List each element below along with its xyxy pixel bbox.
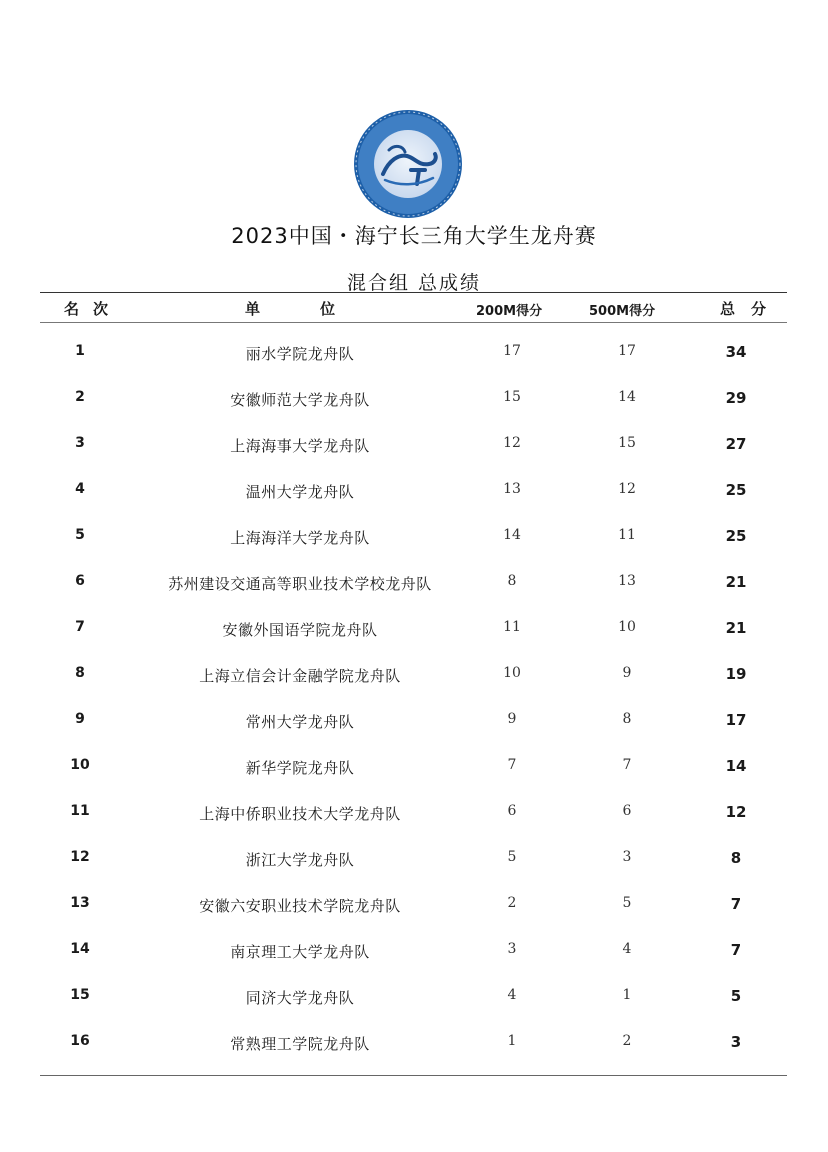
table-row: [40, 377, 787, 423]
score-200m-cell: 1: [507, 1033, 517, 1049]
unit-cell: 丽水学院龙舟队: [245, 345, 355, 363]
table-row: [40, 1021, 787, 1067]
total-cell: 29: [725, 389, 747, 407]
score-200m-cell: 15: [503, 389, 521, 405]
rank-cell: 10: [70, 757, 90, 773]
score-500m-cell: 5: [622, 895, 632, 911]
unit-cell: 安徽外国语学院龙舟队: [222, 621, 378, 639]
total-cell: 34: [725, 343, 747, 361]
table-row: [40, 975, 787, 1021]
score-200m-cell: 10: [503, 665, 521, 681]
table-row: [40, 837, 787, 883]
total-cell: 21: [725, 573, 747, 591]
score-200m-cell: 3: [507, 941, 517, 957]
unit-cell: 新华学院龙舟队: [245, 759, 355, 777]
total-cell: 27: [725, 435, 747, 453]
unit-cell: 苏州建设交通高等职业技术学校龙舟队: [168, 575, 432, 593]
total-cell: 12: [725, 803, 747, 821]
unit-cell: 南京理工大学龙舟队: [230, 943, 370, 961]
group-subtitle: 混合组 总成绩: [346, 272, 482, 294]
unit-cell: 常熟理工学院龙舟队: [230, 1035, 370, 1053]
rank-cell: 1: [75, 343, 85, 359]
score-200m-cell: 5: [507, 849, 517, 865]
score-200m-cell: 4: [507, 987, 517, 1003]
rank-cell: 8: [75, 665, 85, 681]
table-row: [40, 929, 787, 975]
unit-cell: 上海海洋大学龙舟队: [230, 529, 370, 547]
score-500m-cell: 14: [618, 389, 636, 405]
column-header-500m: 500M得分: [589, 304, 656, 319]
table-row: [40, 561, 787, 607]
score-500m-cell: 1: [622, 987, 632, 1003]
unit-cell: 同济大学龙舟队: [245, 989, 355, 1007]
rank-cell: 14: [70, 941, 90, 957]
score-200m-cell: 12: [503, 435, 521, 451]
column-header-rank: 名次: [64, 300, 123, 318]
results-table: [40, 292, 787, 1076]
column-header-unit: 单位: [245, 300, 396, 318]
table-row: [40, 791, 787, 837]
score-500m-cell: 9: [622, 665, 632, 681]
unit-cell: 上海中侨职业技术大学龙舟队: [199, 805, 401, 823]
score-200m-cell: 14: [503, 527, 521, 543]
rank-cell: 15: [70, 987, 90, 1003]
rank-cell: 2: [75, 389, 85, 405]
rank-cell: 11: [70, 803, 90, 819]
total-cell: 21: [725, 619, 747, 637]
score-200m-cell: 11: [503, 619, 521, 635]
total-cell: 3: [730, 1033, 742, 1051]
rank-cell: 13: [70, 895, 90, 911]
rank-cell: 4: [75, 481, 85, 497]
total-cell: 7: [730, 941, 742, 959]
rank-cell: 5: [75, 527, 85, 543]
score-500m-cell: 10: [618, 619, 636, 635]
score-500m-cell: 8: [622, 711, 632, 727]
rank-cell: 6: [75, 573, 85, 589]
score-500m-cell: 6: [622, 803, 632, 819]
dragon-boat-logo-icon: [349, 108, 467, 220]
score-500m-cell: 15: [618, 435, 636, 451]
table-row: [40, 699, 787, 745]
event-title: 2023中国・海宁长三角大学生龙舟赛: [231, 224, 597, 248]
dragon-boat-logo: [349, 108, 467, 220]
score-200m-cell: 17: [503, 343, 521, 359]
table-row: [40, 423, 787, 469]
unit-cell: 上海海事大学龙舟队: [230, 437, 370, 455]
total-cell: 14: [725, 757, 747, 775]
rank-cell: 3: [75, 435, 85, 451]
total-cell: 17: [725, 711, 747, 729]
total-cell: 19: [725, 665, 747, 683]
score-500m-cell: 2: [622, 1033, 632, 1049]
table-row: [40, 607, 787, 653]
score-500m-cell: 3: [622, 849, 632, 865]
unit-cell: 上海立信会计金融学院龙舟队: [199, 667, 401, 685]
score-200m-cell: 9: [507, 711, 517, 727]
score-200m-cell: 2: [507, 895, 517, 911]
total-cell: 7: [730, 895, 742, 913]
table-row: [40, 653, 787, 699]
score-500m-cell: 12: [618, 481, 636, 497]
column-header-200m: 200M得分: [476, 304, 543, 319]
column-header-total: 总分: [720, 300, 783, 318]
rank-cell: 9: [75, 711, 85, 727]
table-row: [40, 515, 787, 561]
table-row: [40, 883, 787, 929]
score-500m-cell: 17: [618, 343, 636, 359]
table-row: [40, 745, 787, 791]
table-header: [40, 293, 787, 323]
rank-cell: 16: [70, 1033, 90, 1049]
total-cell: 5: [730, 987, 742, 1005]
score-500m-cell: 4: [622, 941, 632, 957]
score-200m-cell: 6: [507, 803, 517, 819]
rank-cell: 12: [70, 849, 90, 865]
total-cell: 8: [730, 849, 742, 867]
table-row: [40, 331, 787, 377]
table-row: [40, 469, 787, 515]
unit-cell: 常州大学龙舟队: [245, 713, 355, 731]
score-500m-cell: 11: [618, 527, 636, 543]
rank-cell: 7: [75, 619, 85, 635]
total-cell: 25: [725, 481, 747, 499]
unit-cell: 安徽师范大学龙舟队: [230, 391, 370, 409]
table-body: [40, 323, 787, 1075]
score-500m-cell: 13: [618, 573, 636, 589]
score-200m-cell: 8: [507, 573, 517, 589]
unit-cell: 安徽六安职业技术学院龙舟队: [199, 897, 401, 915]
unit-cell: 温州大学龙舟队: [245, 483, 355, 501]
unit-cell: 浙江大学龙舟队: [245, 851, 355, 869]
total-cell: 25: [725, 527, 747, 545]
score-200m-cell: 7: [507, 757, 517, 773]
score-200m-cell: 13: [503, 481, 521, 497]
score-500m-cell: 7: [622, 757, 632, 773]
